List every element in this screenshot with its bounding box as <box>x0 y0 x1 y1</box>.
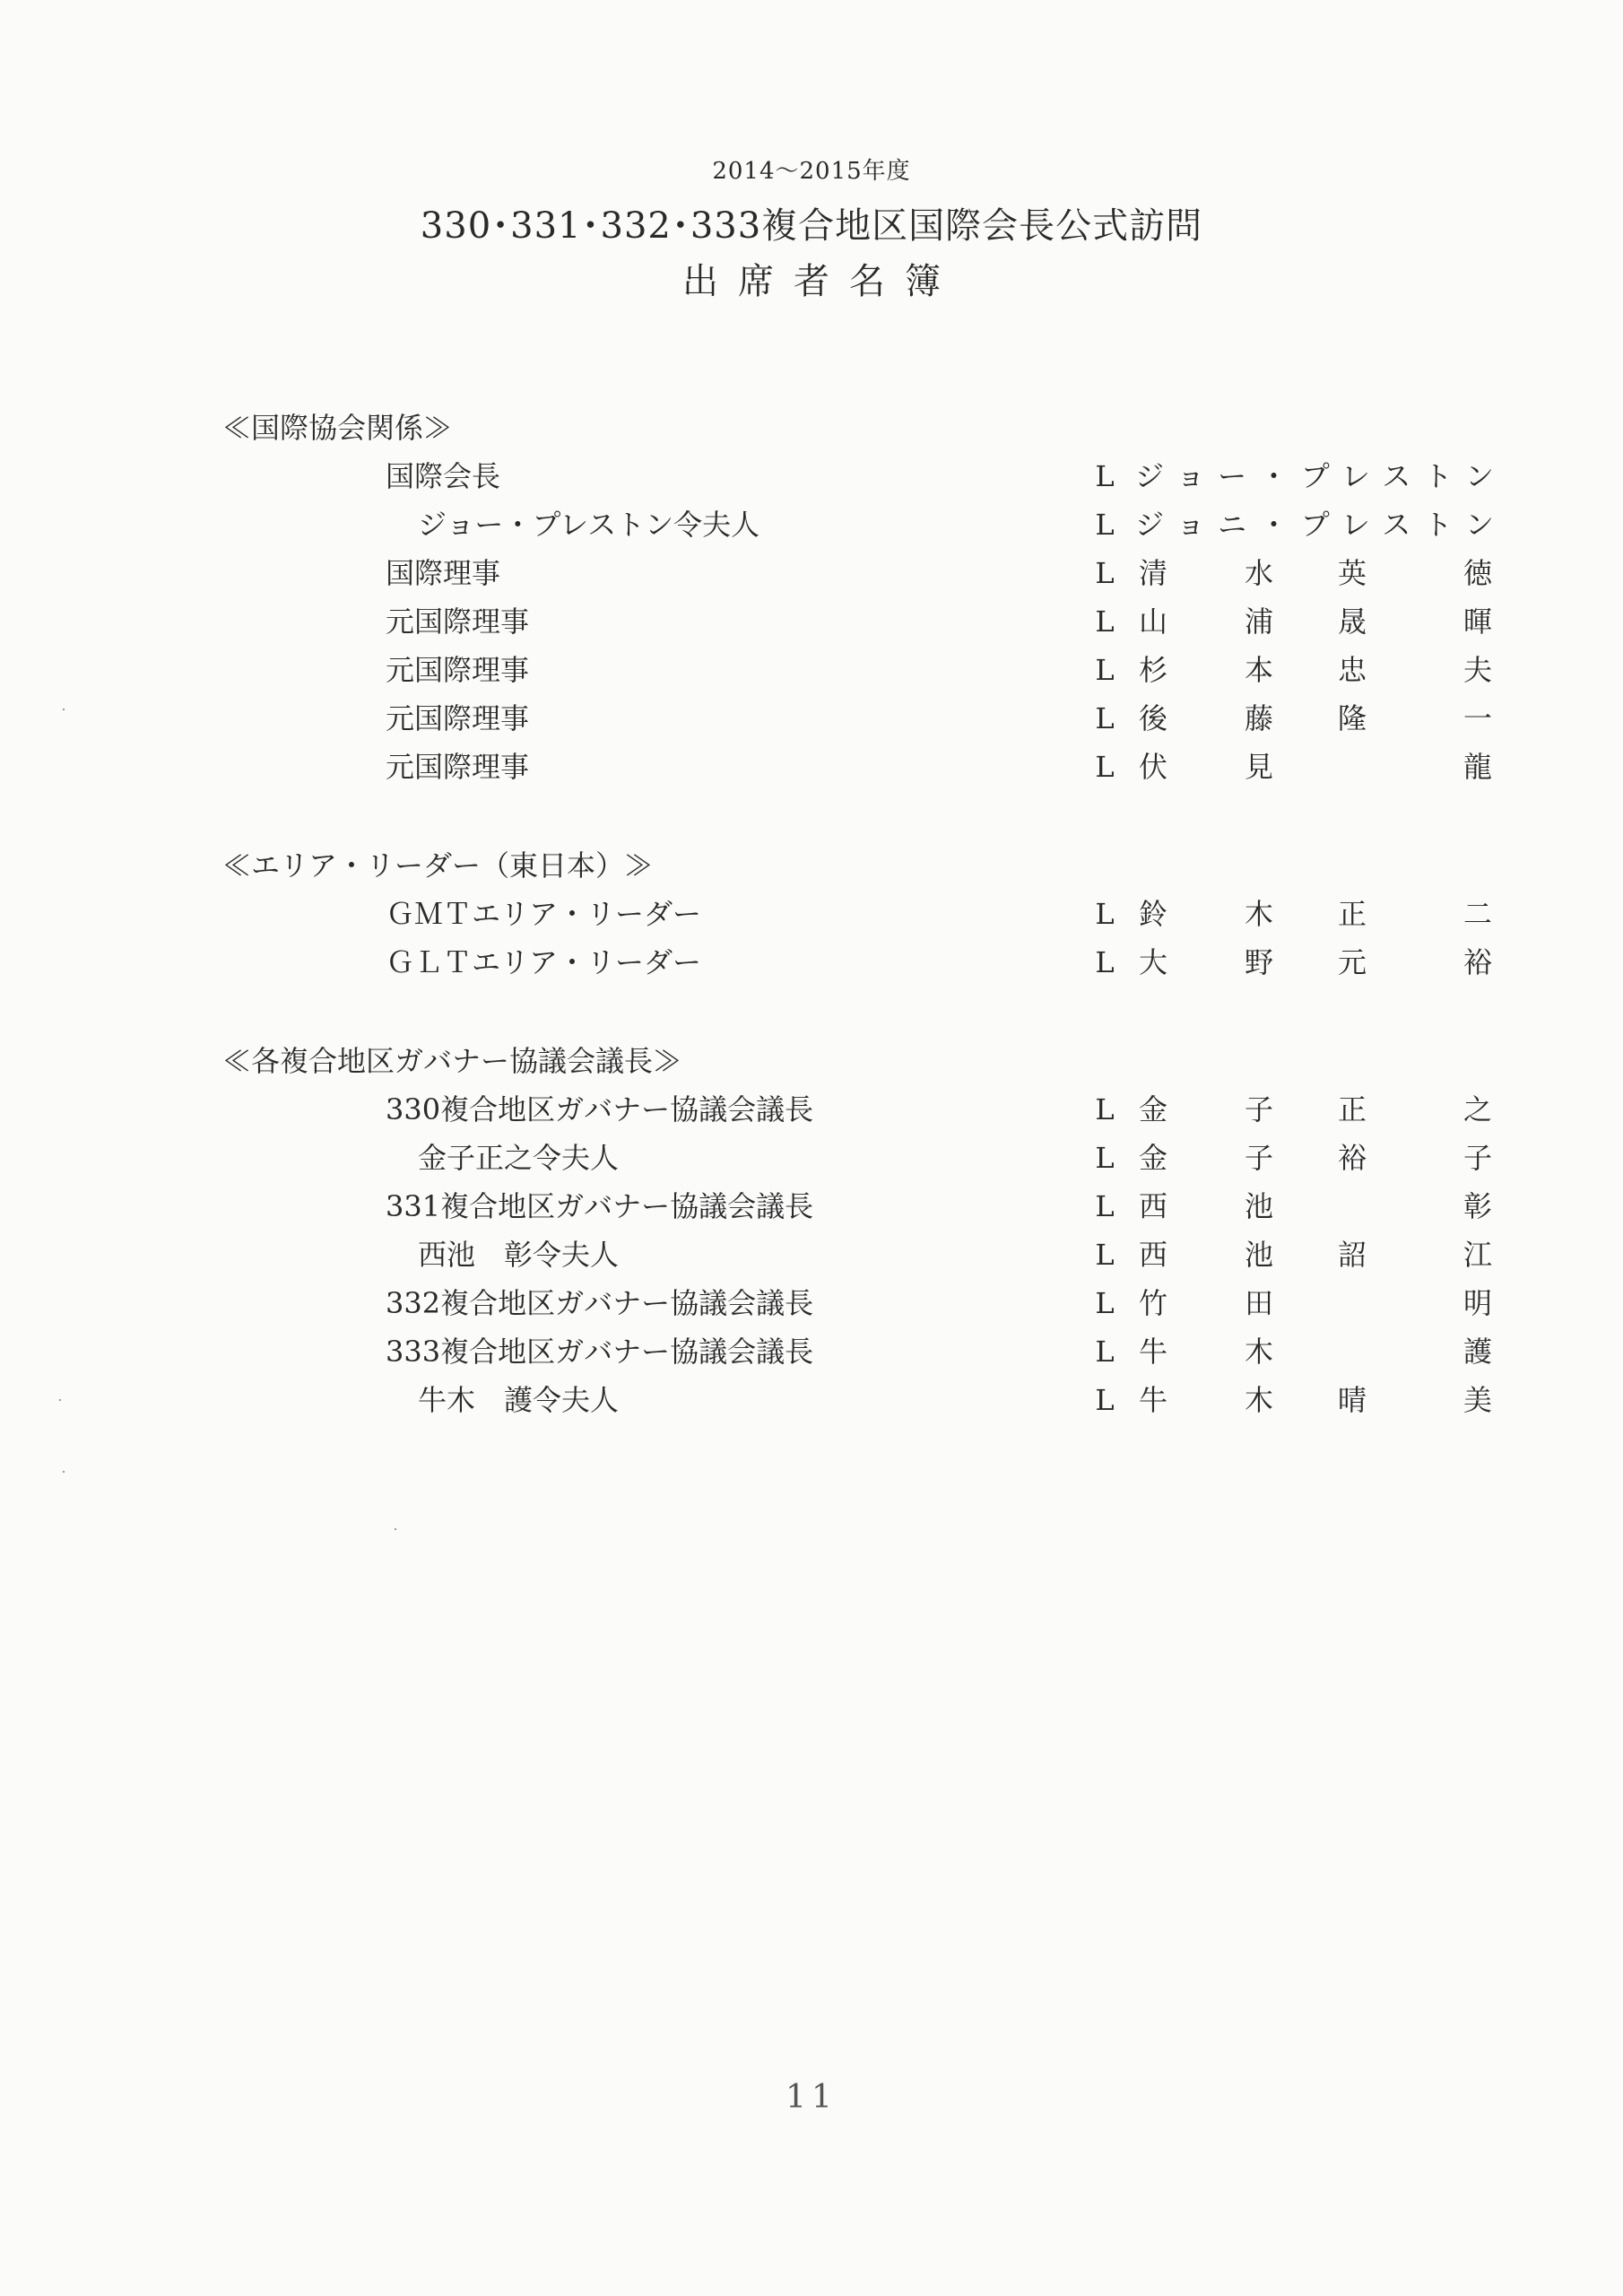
name-character: 木 <box>1244 897 1273 931</box>
attendee-role: 元国際理事 <box>386 653 530 687</box>
name-character: 子 <box>1462 1141 1492 1175</box>
name-character: 明 <box>1462 1286 1492 1320</box>
name-character: 子 <box>1244 1092 1273 1126</box>
attendee-name <box>1135 938 1496 987</box>
attendee-row <box>222 1376 1496 1424</box>
attendee-role: 牛木 護令夫人 <box>418 1383 620 1417</box>
page-number: 11 <box>785 2079 838 2116</box>
name-character: 暉 <box>1462 604 1492 639</box>
name-character: 詔 <box>1337 1238 1367 1272</box>
name-character: 晴 <box>1337 1383 1367 1417</box>
name-character: 夫 <box>1462 653 1492 687</box>
attendee-role: 西池 彰令夫人 <box>418 1238 620 1272</box>
name-character: 正 <box>1337 1092 1367 1126</box>
lion-title: L <box>1095 653 1115 687</box>
name-character: 金 <box>1138 1092 1167 1126</box>
lion-title: L <box>1095 701 1115 735</box>
attendee-name: ジョニ・プレストン <box>1135 508 1496 542</box>
attendee-row <box>222 1327 1496 1376</box>
attendee-role: ジョー・プレストン令夫人 <box>418 508 760 542</box>
attendee-role: 元国際理事 <box>386 750 530 784</box>
name-character: 龍 <box>1462 750 1492 784</box>
attendee-role: 330複合地区ガバナー協議会議長 <box>386 1092 814 1126</box>
document-subtitle: 出席者名簿 <box>682 261 960 302</box>
name-character: 徳 <box>1462 556 1492 590</box>
name-character: 護 <box>1462 1335 1492 1369</box>
attendee-role: ＧＬＴエリア・リーダー <box>386 945 702 979</box>
lion-title: L <box>1095 945 1115 979</box>
section-heading: ≪各複合地区ガバナー協議会議長≫ <box>222 1044 682 1078</box>
name-character: 之 <box>1462 1092 1492 1126</box>
attendee-row <box>222 1134 1496 1182</box>
name-character: 木 <box>1244 1335 1273 1369</box>
name-character: 木 <box>1244 1383 1273 1417</box>
attendee-name <box>1135 890 1496 938</box>
name-character: 伏 <box>1138 750 1167 784</box>
attendee-name <box>1135 743 1496 791</box>
lion-title: L <box>1095 1383 1115 1417</box>
attendee-section <box>222 404 1496 791</box>
attendee-role: ＧＭＴエリア・リーダー <box>386 897 702 931</box>
attendee-name <box>1135 1327 1496 1376</box>
attendee-name <box>1135 549 1496 597</box>
attendee-row <box>222 694 1496 743</box>
attendee-section <box>222 1037 1496 1424</box>
attendee-role: 332複合地区ガバナー協議会議長 <box>386 1286 814 1320</box>
name-character: 本 <box>1244 653 1273 687</box>
name-character: 隆 <box>1337 701 1367 735</box>
lion-title: L <box>1095 604 1115 639</box>
name-character: 西 <box>1138 1189 1167 1223</box>
name-character: 後 <box>1138 701 1167 735</box>
scan-speck <box>395 1528 396 1530</box>
attendee-name <box>1135 1182 1496 1231</box>
name-character: 竹 <box>1138 1286 1167 1320</box>
lion-title: L <box>1095 1238 1115 1272</box>
lion-title: L <box>1095 750 1115 784</box>
attendee-section <box>222 841 1496 987</box>
attendee-name: ジョー・プレストン <box>1135 459 1496 493</box>
name-character: 晟 <box>1337 604 1367 639</box>
attendee-row <box>222 1182 1496 1231</box>
name-character: 正 <box>1337 897 1367 931</box>
attendee-row <box>222 597 1496 646</box>
name-character: 牛 <box>1138 1383 1167 1417</box>
attendee-row <box>222 890 1496 938</box>
name-character: 一 <box>1462 701 1492 735</box>
scan-speck <box>63 1471 65 1473</box>
attendee-row <box>222 500 1496 549</box>
name-character: 大 <box>1138 945 1167 979</box>
lion-title: L <box>1095 1286 1115 1320</box>
name-character: 裕 <box>1462 945 1492 979</box>
attendee-role: 金子正之令夫人 <box>418 1141 620 1175</box>
name-character: 彰 <box>1462 1189 1492 1223</box>
lion-title: L <box>1095 508 1115 542</box>
attendee-name <box>1135 1376 1496 1424</box>
attendee-name <box>1135 646 1496 694</box>
lion-title: L <box>1095 1141 1115 1175</box>
attendee-role: 元国際理事 <box>386 604 530 639</box>
name-character: 清 <box>1138 556 1167 590</box>
name-character: 牛 <box>1138 1335 1167 1369</box>
attendee-row <box>222 549 1496 597</box>
name-character: 見 <box>1244 750 1273 784</box>
name-character: 池 <box>1244 1189 1273 1223</box>
name-character: 忠 <box>1337 653 1367 687</box>
name-character: 二 <box>1462 897 1492 931</box>
lion-title: L <box>1095 556 1115 590</box>
name-character: 英 <box>1337 556 1367 590</box>
section-heading: ≪エリア・リーダー（東日本）≫ <box>222 848 654 883</box>
attendee-name <box>1135 1279 1496 1327</box>
attendee-row <box>222 743 1496 791</box>
attendee-name <box>1135 694 1496 743</box>
name-character: 元 <box>1337 945 1367 979</box>
fiscal-year: 2014～2015年度 <box>712 158 911 185</box>
name-character: 子 <box>1244 1141 1273 1175</box>
name-character: 杉 <box>1138 653 1167 687</box>
scan-speck <box>63 709 65 710</box>
name-character: 美 <box>1462 1383 1492 1417</box>
section-heading: ≪国際協会関係≫ <box>222 411 453 445</box>
name-character: 山 <box>1138 604 1167 639</box>
attendee-row <box>222 646 1496 694</box>
lion-title: L <box>1095 1335 1115 1369</box>
attendee-row <box>222 938 1496 987</box>
attendee-row <box>222 452 1496 500</box>
name-character: 池 <box>1244 1238 1273 1272</box>
scan-speck <box>59 1399 61 1401</box>
attendee-row <box>222 1085 1496 1134</box>
lion-title: L <box>1095 1092 1115 1126</box>
attendee-role: 333複合地区ガバナー協議会議長 <box>386 1335 814 1369</box>
name-character: 浦 <box>1244 604 1273 639</box>
attendee-row <box>222 1231 1496 1279</box>
lion-title: L <box>1095 897 1115 931</box>
name-character: 鈴 <box>1138 897 1167 931</box>
attendee-role: 元国際理事 <box>386 701 530 735</box>
attendee-role: 331複合地区ガバナー協議会議長 <box>386 1189 814 1223</box>
lion-title: L <box>1095 459 1115 493</box>
name-character: 江 <box>1462 1238 1492 1272</box>
document-title: 330･331･332･333複合地区国際会長公式訪問 <box>420 205 1203 247</box>
attendee-name <box>1135 1134 1496 1182</box>
lion-title: L <box>1095 1189 1115 1223</box>
name-character: 西 <box>1138 1238 1167 1272</box>
attendee-name <box>1135 1231 1496 1279</box>
attendee-role: 国際会長 <box>386 459 501 493</box>
name-character: 野 <box>1244 945 1273 979</box>
name-character: 金 <box>1138 1141 1167 1175</box>
attendee-role: 国際理事 <box>386 556 501 590</box>
name-character: 藤 <box>1244 701 1273 735</box>
attendee-name <box>1135 1085 1496 1134</box>
name-character: 田 <box>1244 1286 1273 1320</box>
name-character: 裕 <box>1337 1141 1367 1175</box>
attendee-row <box>222 1279 1496 1327</box>
name-character: 水 <box>1244 556 1273 590</box>
attendee-name <box>1135 597 1496 646</box>
